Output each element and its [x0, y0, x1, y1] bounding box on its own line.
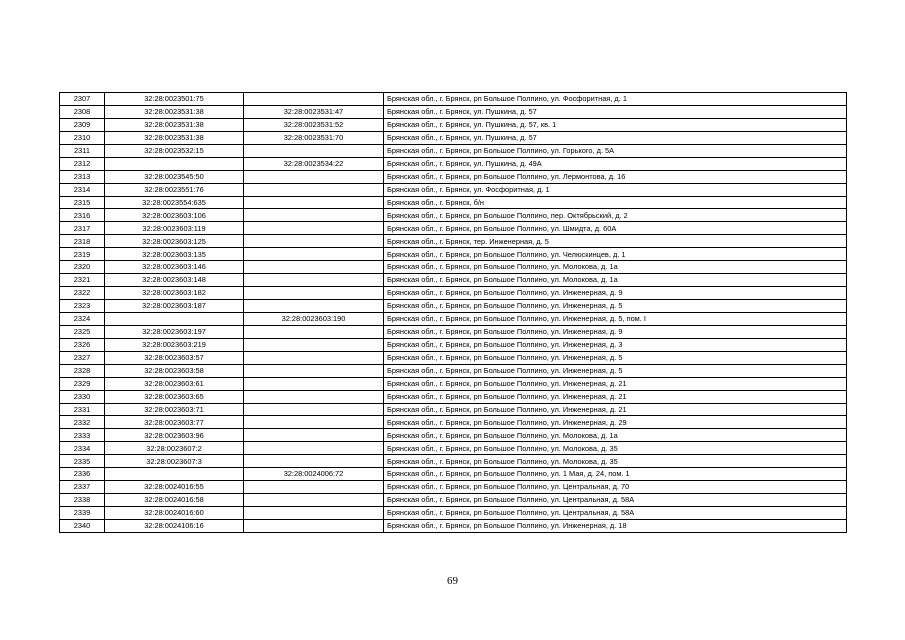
- table-row: [60, 274, 847, 287]
- address-cell: Брянская обл., г. Брянск, рп Большое Полпино, ул. 1 Мая, д. 24, пом. 1: [384, 468, 847, 481]
- table-row: [60, 455, 847, 468]
- table-row: [60, 364, 847, 377]
- related-cadastral-number-cell: [244, 235, 384, 248]
- row-number-cell: 2310: [60, 131, 105, 144]
- cadastral-number-cell: 32:28:0023501:75: [105, 93, 244, 106]
- row-number-cell: 2325: [60, 325, 105, 338]
- address-cell: Брянская обл., г. Брянск, рп Большое Полпино, ул. Центральная, д. 58А: [384, 507, 847, 520]
- row-number-cell: 2326: [60, 338, 105, 351]
- related-cadastral-number-cell: [244, 144, 384, 157]
- row-number-cell: 2319: [60, 248, 105, 261]
- row-number-cell: 2317: [60, 222, 105, 235]
- address-cell: Брянская обл., г. Брянск, тер. Инженерная, д. 5: [384, 235, 847, 248]
- cadastral-number-cell: [105, 468, 244, 481]
- row-number-cell: 2308: [60, 105, 105, 118]
- cadastral-number-cell: 32:28:0023607:2: [105, 442, 244, 455]
- related-cadastral-number-cell: [244, 248, 384, 261]
- row-number-cell: 2313: [60, 170, 105, 183]
- table-row: [60, 442, 847, 455]
- related-cadastral-number-cell: [244, 403, 384, 416]
- related-cadastral-number-cell: [244, 390, 384, 403]
- table-row: [60, 209, 847, 222]
- related-cadastral-number-cell: [244, 325, 384, 338]
- address-cell: Брянская обл., г. Брянск, рп Большое Полпино, ул. Инженерная, д. 5, пом. I: [384, 312, 847, 325]
- related-cadastral-number-cell: [244, 196, 384, 209]
- row-number-cell: 2307: [60, 93, 105, 106]
- table-row: [60, 300, 847, 313]
- cadastral-number-cell: 32:28:0023531:38: [105, 118, 244, 131]
- address-cell: Брянская обл., г. Брянск, рп Большое Полпино, ул. Инженерная, д. 5: [384, 364, 847, 377]
- table-row: [60, 351, 847, 364]
- table-row: [60, 507, 847, 520]
- cadastral-number-cell: 32:28:0024016:55: [105, 481, 244, 494]
- table-row: [60, 468, 847, 481]
- table-row: [60, 338, 847, 351]
- related-cadastral-number-cell: 32:28:0023603:190: [244, 312, 384, 325]
- row-number-cell: 2322: [60, 287, 105, 300]
- cadastral-number-cell: [105, 312, 244, 325]
- row-number-cell: 2320: [60, 261, 105, 274]
- cadastral-number-cell: 32:28:0023531:38: [105, 131, 244, 144]
- cadastral-number-cell: 32:28:0023603:77: [105, 416, 244, 429]
- row-number-cell: 2332: [60, 416, 105, 429]
- row-number-cell: 2339: [60, 507, 105, 520]
- address-cell: Брянская обл., г. Брянск, рп Большое Полпино, ул. Инженерная, д. 5: [384, 300, 847, 313]
- address-cell: Брянская обл., г. Брянск, рп Большое Полпино, ул. Горького, д. 5А: [384, 144, 847, 157]
- table-row: [60, 390, 847, 403]
- address-cell: Брянская обл., г. Брянск, рп Большое Полпино, ул. Молокова, д. 1а: [384, 429, 847, 442]
- address-cell: Брянская обл., г. Брянск, рп Большое Полпино, ул. Центральная, д. 70: [384, 481, 847, 494]
- related-cadastral-number-cell: [244, 287, 384, 300]
- row-number-cell: 2324: [60, 312, 105, 325]
- row-number-cell: 2327: [60, 351, 105, 364]
- cadastral-number-cell: 32:28:0023545:50: [105, 170, 244, 183]
- related-cadastral-number-cell: [244, 93, 384, 106]
- cadastral-number-cell: 32:28:0023603:57: [105, 351, 244, 364]
- table-row: [60, 519, 847, 532]
- table-row: [60, 494, 847, 507]
- address-cell: Брянская обл., г. Брянск, рп Большое Полпино, ул. Инженерная, д. 21: [384, 403, 847, 416]
- cadastral-number-cell: 32:28:0023603:187: [105, 300, 244, 313]
- related-cadastral-number-cell: 32:28:0023534:22: [244, 157, 384, 170]
- address-cell: Брянская обл., г. Брянск, рп Большое Полпино, ул. Инженерная, д. 3: [384, 338, 847, 351]
- table-row: [60, 481, 847, 494]
- related-cadastral-number-cell: 32:28:0024006:72: [244, 468, 384, 481]
- table-row: [60, 118, 847, 131]
- address-cell: Брянская обл., г. Брянск, рп Большое Полпино, ул. Молокова, д. 35: [384, 455, 847, 468]
- address-cell: Брянская обл., г. Брянск, рп Большое Полпино, ул. Инженерная, д. 21: [384, 377, 847, 390]
- cadastral-number-cell: 32:28:0023603:219: [105, 338, 244, 351]
- cadastral-number-cell: 32:28:0023603:96: [105, 429, 244, 442]
- related-cadastral-number-cell: 32:28:0023531:47: [244, 105, 384, 118]
- row-number-cell: 2337: [60, 481, 105, 494]
- address-cell: Брянская обл., г. Брянск, рп Большое Полпино, ул. Лермонтова, д. 16: [384, 170, 847, 183]
- row-number-cell: 2311: [60, 144, 105, 157]
- related-cadastral-number-cell: [244, 455, 384, 468]
- row-number-cell: 2335: [60, 455, 105, 468]
- cadastral-number-cell: 32:28:0023603:135: [105, 248, 244, 261]
- cadastral-number-cell: 32:28:0023603:197: [105, 325, 244, 338]
- address-cell: Брянская обл., г. Брянск, ул. Пушкина, д. 49А: [384, 157, 847, 170]
- related-cadastral-number-cell: [244, 494, 384, 507]
- cadastral-number-cell: 32:28:0023532:15: [105, 144, 244, 157]
- cadastral-number-cell: 32:28:0023531:38: [105, 105, 244, 118]
- related-cadastral-number-cell: [244, 429, 384, 442]
- cadastral-number-cell: 32:28:0023603:146: [105, 261, 244, 274]
- row-number-cell: 2336: [60, 468, 105, 481]
- table-row: [60, 183, 847, 196]
- table-row: [60, 261, 847, 274]
- row-number-cell: 2309: [60, 118, 105, 131]
- table-row: [60, 196, 847, 209]
- row-number-cell: 2315: [60, 196, 105, 209]
- related-cadastral-number-cell: [244, 364, 384, 377]
- address-cell: Брянская обл., г. Брянск, рп Большое Полпино, ул. Инженерная, д. 18: [384, 519, 847, 532]
- table-row: [60, 312, 847, 325]
- related-cadastral-number-cell: 32:28:0023531:52: [244, 118, 384, 131]
- row-number-cell: 2328: [60, 364, 105, 377]
- address-cell: Брянская обл., г. Брянск, рп Большое Полпино, ул. Молокова, д. 1а: [384, 274, 847, 287]
- related-cadastral-number-cell: [244, 377, 384, 390]
- table-row: [60, 429, 847, 442]
- address-cell: Брянская обл., г. Брянск, ул. Пушкина, д. 57: [384, 131, 847, 144]
- address-cell: Брянская обл., г. Брянск, рп Большое Полпино, ул. Инженерная, д. 9: [384, 325, 847, 338]
- row-number-cell: 2318: [60, 235, 105, 248]
- cadastral-number-cell: 32:28:0023607:3: [105, 455, 244, 468]
- related-cadastral-number-cell: [244, 416, 384, 429]
- address-cell: Брянская обл., г. Брянск, б/н: [384, 196, 847, 209]
- table-row: [60, 416, 847, 429]
- related-cadastral-number-cell: [244, 351, 384, 364]
- cadastral-number-cell: 32:28:0023603:58: [105, 364, 244, 377]
- table-row: [60, 403, 847, 416]
- address-cell: Брянская обл., г. Брянск, рп Большое Полпино, ул. Инженерная, д. 9: [384, 287, 847, 300]
- cadastral-number-cell: 32:28:0023551:76: [105, 183, 244, 196]
- related-cadastral-number-cell: [244, 274, 384, 287]
- address-cell: Брянская обл., г. Брянск, рп Большое Полпино, ул. Инженерная, д. 29: [384, 416, 847, 429]
- row-number-cell: 2340: [60, 519, 105, 532]
- table-row: [60, 222, 847, 235]
- related-cadastral-number-cell: 32:28:0023531:70: [244, 131, 384, 144]
- row-number-cell: 2333: [60, 429, 105, 442]
- address-cell: Брянская обл., г. Брянск, рп Большое Полпино, ул. Инженерная, д. 21: [384, 390, 847, 403]
- table-row: [60, 105, 847, 118]
- table-row: [60, 131, 847, 144]
- address-cell: Брянская обл., г. Брянск, рп Большое Полпино, пер. Октябрьский, д. 2: [384, 209, 847, 222]
- row-number-cell: 2314: [60, 183, 105, 196]
- property-registry-table: [59, 92, 847, 533]
- row-number-cell: 2330: [60, 390, 105, 403]
- row-number-cell: 2321: [60, 274, 105, 287]
- address-cell: Брянская обл., г. Брянск, ул. Пушкина, д. 57: [384, 105, 847, 118]
- page-number: 69: [447, 575, 458, 587]
- related-cadastral-number-cell: [244, 481, 384, 494]
- cadastral-number-cell: 32:28:0024016:60: [105, 507, 244, 520]
- table-row: [60, 287, 847, 300]
- table-row: [60, 377, 847, 390]
- related-cadastral-number-cell: [244, 338, 384, 351]
- cadastral-number-cell: 32:28:0023554:635: [105, 196, 244, 209]
- table-row: [60, 144, 847, 157]
- related-cadastral-number-cell: [244, 261, 384, 274]
- table-row: [60, 157, 847, 170]
- row-number-cell: 2329: [60, 377, 105, 390]
- row-number-cell: 2331: [60, 403, 105, 416]
- address-cell: Брянская обл., г. Брянск, рп Большое Полпино, ул. Молокова, д. 1а: [384, 261, 847, 274]
- row-number-cell: 2338: [60, 494, 105, 507]
- cadastral-number-cell: [105, 157, 244, 170]
- row-number-cell: 2316: [60, 209, 105, 222]
- table-row: [60, 170, 847, 183]
- related-cadastral-number-cell: [244, 300, 384, 313]
- address-cell: Брянская обл., г. Брянск, ул. Пушкина, д. 57, кв. 1: [384, 118, 847, 131]
- related-cadastral-number-cell: [244, 519, 384, 532]
- cadastral-number-cell: 32:28:0023603:182: [105, 287, 244, 300]
- table-row: [60, 325, 847, 338]
- table-row: [60, 248, 847, 261]
- cadastral-number-cell: 32:28:0023603:125: [105, 235, 244, 248]
- address-cell: Брянская обл., г. Брянск, рп Большое Полпино, ул. Фосфоритная, д. 1: [384, 93, 847, 106]
- cadastral-number-cell: 32:28:0023603:148: [105, 274, 244, 287]
- related-cadastral-number-cell: [244, 183, 384, 196]
- row-number-cell: 2323: [60, 300, 105, 313]
- address-cell: Брянская обл., г. Брянск, рп Большое Полпино, ул. Центральная, д. 58А: [384, 494, 847, 507]
- row-number-cell: 2312: [60, 157, 105, 170]
- related-cadastral-number-cell: [244, 507, 384, 520]
- cadastral-number-cell: 32:28:0023603:71: [105, 403, 244, 416]
- registry-table-body: [60, 93, 847, 533]
- cadastral-number-cell: 32:28:0023603:119: [105, 222, 244, 235]
- address-cell: Брянская обл., г. Брянск, рп Большое Полпино, ул. Инженерная, д. 5: [384, 351, 847, 364]
- address-cell: Брянская обл., г. Брянск, рп Большое Полпино, ул. Шмидта, д. 60А: [384, 222, 847, 235]
- address-cell: Брянская обл., г. Брянск, ул. Фосфоритная, д. 1: [384, 183, 847, 196]
- table-row: [60, 93, 847, 106]
- cadastral-number-cell: 32:28:0023603:65: [105, 390, 244, 403]
- row-number-cell: 2334: [60, 442, 105, 455]
- address-cell: Брянская обл., г. Брянск, рп Большое Полпино, ул. Молокова, д. 35: [384, 442, 847, 455]
- related-cadastral-number-cell: [244, 170, 384, 183]
- address-cell: Брянская обл., г. Брянск, рп Большое Полпино, ул. Челюскинцев, д. 1: [384, 248, 847, 261]
- related-cadastral-number-cell: [244, 222, 384, 235]
- related-cadastral-number-cell: [244, 442, 384, 455]
- cadastral-number-cell: 32:28:0023603:106: [105, 209, 244, 222]
- table-row: [60, 235, 847, 248]
- cadastral-number-cell: 32:28:0023603:61: [105, 377, 244, 390]
- related-cadastral-number-cell: [244, 209, 384, 222]
- cadastral-number-cell: 32:28:0024016:58: [105, 494, 244, 507]
- cadastral-number-cell: 32:28:0024106:16: [105, 519, 244, 532]
